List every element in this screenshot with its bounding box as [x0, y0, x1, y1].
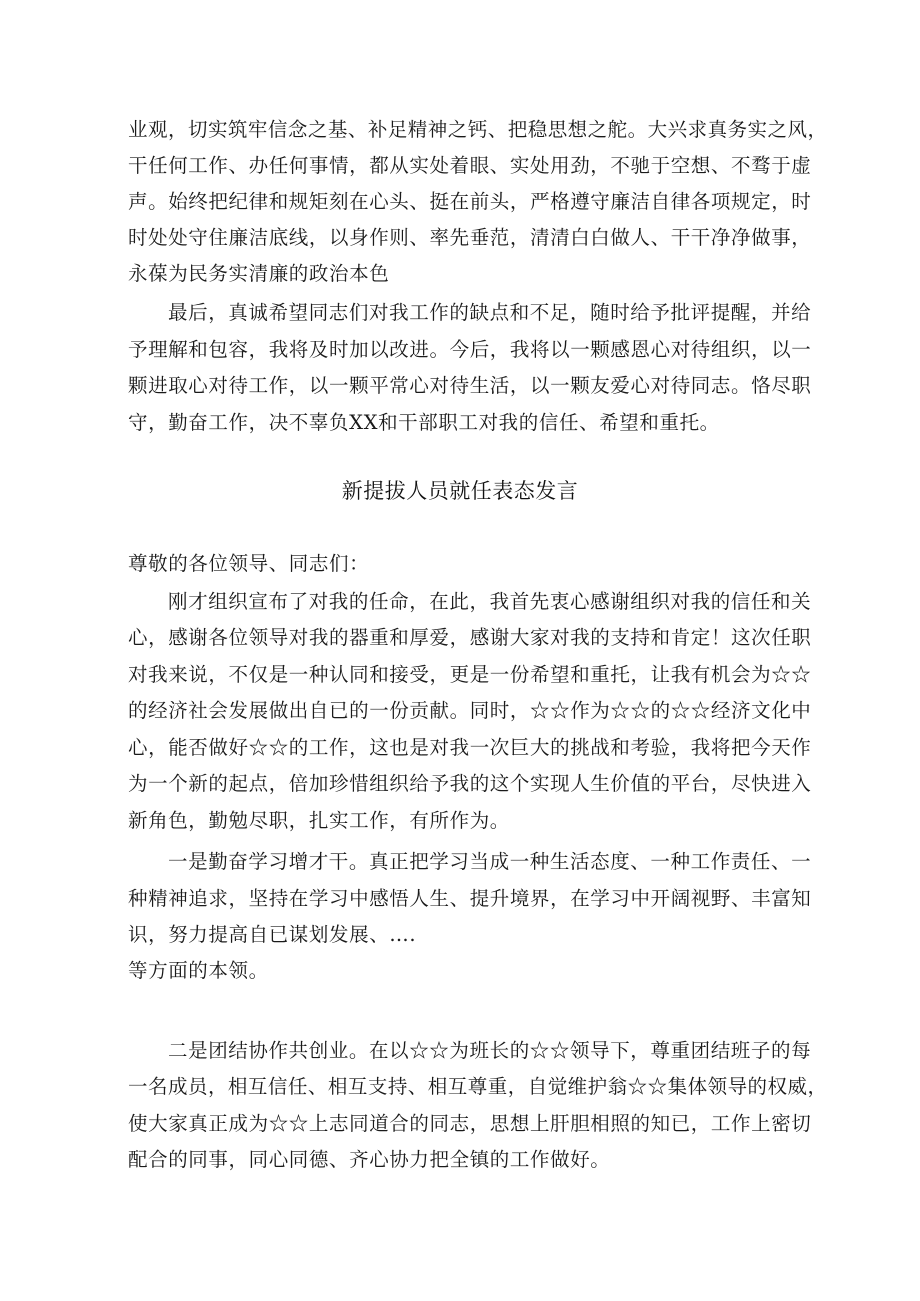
- text-line: 一是勤奋学习增才干。真正把学习当成一种生活态度、一种工作责任、一: [168, 850, 812, 873]
- text-line: 二是团结协作共创业。在以☆☆为班长的☆☆领导下，尊重团结班子的每: [168, 1039, 812, 1062]
- text-line: 时处处守住廉洁底线，以身作则、率先垂范，清清白白做人、干干净净做事，: [128, 226, 812, 249]
- text-line: 为一个新的起点，倍加珍惜组织给予我的这个实现人生价值的平台，尽快进入: [128, 772, 812, 795]
- text-line: 干任何工作、办任何事情，都从实处着眼、实处用劲，不驰于空想、不骛于虚: [128, 154, 812, 177]
- text-line: 心，感谢各位领导对我的器重和厚爱，感谢大家对我的支持和肯定！这次任职: [128, 626, 812, 649]
- text-line: 新角色，勤勉尽职，扎实工作，有所作为。: [128, 809, 510, 832]
- text-line: 守，勤奋工作，决不辜负XX和干部职工对我的信任、希望和重托。: [128, 411, 720, 434]
- text-line: 的经济社会发展做出自已的一份贡献。同时，☆☆作为☆☆的☆☆经济文化中: [128, 699, 812, 722]
- text-line: 业观，切实筑牢信念之基、补足精神之钙、把稳思想之舵。大兴求真务实之风，: [128, 118, 828, 141]
- text-line: 配合的同事，同心同德、齐心协力把全镇的工作做好。: [128, 1148, 611, 1171]
- text-line: 识，努力提高自已谋划发展、….: [128, 923, 417, 946]
- text-line: 使大家真正成为☆☆上志同道合的同志，思想上肝胆相照的知已，工作上密切: [128, 1112, 812, 1135]
- document-title: 新提拔人员就任表态发言: [341, 479, 579, 503]
- text-line: 对我来说，不仅是一种认同和接受，更是一份希望和重托，让我有机会为☆☆: [128, 663, 812, 686]
- greeting: 尊敬的各位领导、同志们：: [128, 552, 370, 575]
- text-line: 等方面的本领。: [128, 959, 269, 982]
- text-line: 颗进取心对待工作，以一颗平常心对待生活，以一颗友爱心对待同志。恪尽职: [128, 374, 812, 397]
- text-line: 刚才组织宣布了对我的任命，在此，我首先衷心感谢组织对我的信任和关: [168, 590, 812, 613]
- text-line: 一名成员，相互信任、相互支持、相互尊重，自觉维护翁☆☆集体领导的权威，: [128, 1075, 828, 1098]
- text-line: 予理解和包容，我将及时加以改进。今后，我将以一颗感恩心对待组织，以一: [128, 338, 812, 361]
- text-line: 心，能否做好☆☆的工作，这也是对我一次巨大的挑战和考验，我将把今天作: [128, 736, 812, 759]
- text-line: 最后，真诚希望同志们对我工作的缺点和不足，随时给予批评提醒，并给: [168, 301, 812, 324]
- text-line: 种精神追求，坚持在学习中感悟人生、提升境界，在学习中开阔视野、丰富知: [128, 887, 812, 910]
- text-line: 永葆为民务实清廉的政治本色: [128, 262, 390, 285]
- text-line: 声。始终把纪律和规矩刻在心头、挺在前头，严格遵守廉洁自律各项规定，时: [128, 190, 812, 213]
